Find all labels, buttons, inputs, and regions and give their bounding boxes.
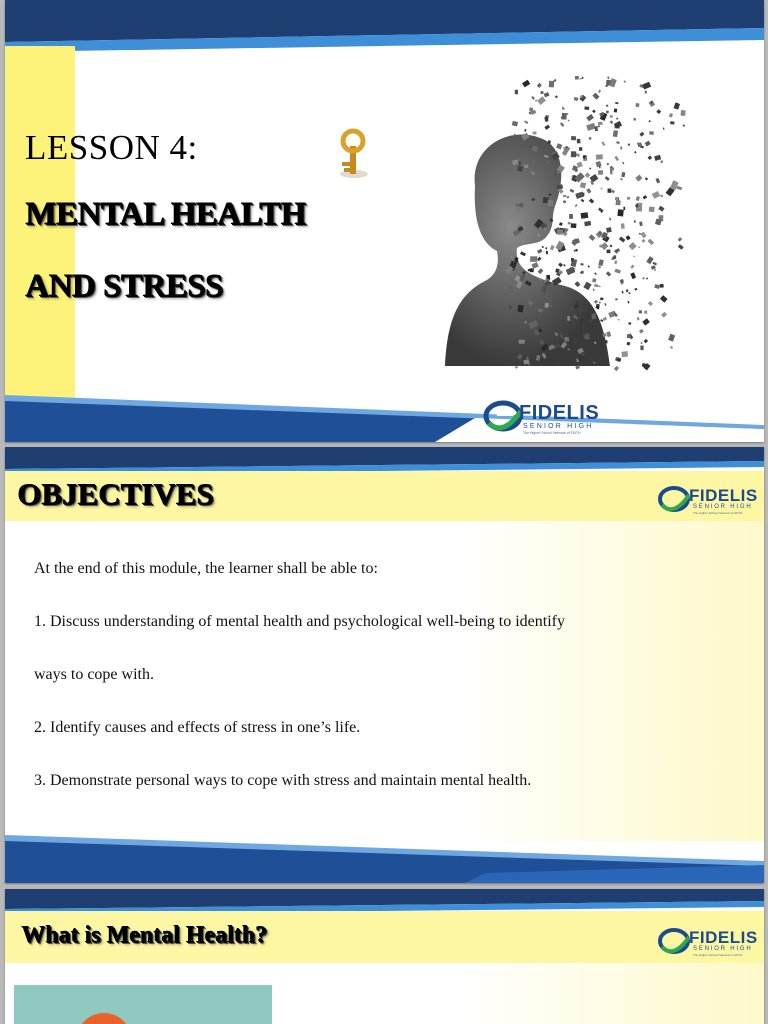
- head-particle: [557, 229, 563, 234]
- head-particle: [604, 356, 607, 358]
- head-particle: [564, 337, 569, 342]
- head-particle: [634, 288, 637, 291]
- head-particle: [669, 113, 673, 117]
- head-particle: [674, 102, 680, 109]
- head-particle: [579, 147, 583, 151]
- head-particle: [592, 314, 596, 320]
- objectives-intro: At the end of this module, the learner shall be able to:: [34, 560, 378, 577]
- head-particle: [575, 192, 584, 199]
- head-particle: [514, 257, 518, 262]
- logo-subtitle: SENIOR HIGH: [693, 504, 753, 510]
- head-particle: [537, 83, 542, 88]
- head-particle: [604, 340, 608, 344]
- head-particle: [572, 238, 580, 245]
- head-particle: [517, 305, 523, 313]
- head-particle: [571, 223, 577, 228]
- head-particle: [641, 342, 643, 344]
- head-particle: [620, 147, 622, 150]
- logo-swoosh-icon: [657, 483, 693, 515]
- head-particle: [598, 265, 602, 269]
- head-particle: [658, 206, 664, 212]
- head-particle: [648, 239, 655, 246]
- head-particle: [660, 195, 663, 197]
- head-particle: [614, 109, 618, 113]
- head-particle: [574, 97, 579, 101]
- head-particle: [606, 331, 611, 337]
- head-particle: [524, 120, 528, 124]
- head-particle: [607, 189, 611, 193]
- head-particle: [601, 242, 609, 250]
- top-band-decoration: [5, 0, 764, 56]
- logo-subtitle: SENIOR HIGH: [693, 946, 753, 952]
- head-particle: [580, 182, 586, 188]
- head-particle: [594, 284, 599, 287]
- head-particle: [600, 297, 604, 300]
- head-particle: [563, 195, 566, 197]
- head-particle: [640, 346, 643, 351]
- head-particle: [678, 237, 682, 241]
- head-particle: [576, 301, 578, 304]
- head-particle: [535, 100, 537, 102]
- logo-tagline: The Higher School Network of FAITH: [693, 953, 743, 957]
- head-particle: [584, 106, 589, 110]
- head-particle: [642, 239, 646, 243]
- head-particle: [585, 172, 591, 178]
- head-particle: [555, 95, 558, 98]
- head-particle: [648, 301, 653, 306]
- head-particle: [604, 303, 606, 306]
- head-particle: [660, 160, 663, 163]
- head-particle: [577, 139, 581, 144]
- head-particle: [571, 151, 576, 157]
- head-particle: [544, 125, 550, 130]
- head-particle: [587, 265, 590, 267]
- head-particle: [620, 178, 623, 181]
- head-particle: [589, 234, 596, 241]
- head-particle: [617, 209, 623, 216]
- head-particle: [581, 212, 589, 219]
- head-particle: [607, 163, 609, 165]
- head-particle: [639, 221, 642, 226]
- head-particle: [563, 264, 565, 266]
- head-particle: [594, 272, 597, 275]
- head-particle: [607, 250, 611, 254]
- head-particle: [597, 125, 600, 128]
- head-particle: [531, 96, 535, 100]
- head-particle: [575, 281, 581, 287]
- head-particle: [639, 329, 644, 334]
- head-particle: [637, 317, 639, 320]
- head-particle: [644, 339, 648, 343]
- head-particle: [642, 82, 651, 90]
- head-particle: [559, 222, 563, 226]
- head-particle: [619, 237, 626, 243]
- head-particle: [643, 195, 648, 199]
- head-particle: [524, 165, 528, 169]
- head-particle: [546, 251, 548, 254]
- head-particle: [622, 162, 624, 165]
- illustration-circle: [76, 1013, 132, 1024]
- head-particle: [537, 96, 546, 105]
- bottom-band-decoration: [5, 385, 764, 442]
- head-particle: [613, 130, 618, 137]
- head-particle: [607, 77, 609, 79]
- head-particle: [633, 255, 635, 257]
- head-particle: [548, 140, 551, 143]
- logo-swoosh-icon: [657, 925, 693, 957]
- head-particle: [623, 207, 625, 210]
- head-particle: [661, 312, 667, 318]
- head-particle: [614, 260, 617, 264]
- head-particle: [621, 172, 625, 177]
- head-particle: [594, 126, 598, 131]
- head-particle: [627, 334, 631, 338]
- head-particle: [605, 85, 607, 86]
- head-particle: [555, 333, 558, 336]
- head-particle: [545, 247, 548, 250]
- head-particle: [642, 318, 650, 325]
- head-particle: [584, 221, 591, 226]
- head-particle: [678, 244, 684, 250]
- head-particle: [549, 81, 554, 88]
- head-particle: [618, 319, 620, 321]
- head-particle: [644, 311, 647, 314]
- head-particle: [626, 342, 630, 346]
- head-particle: [616, 118, 618, 120]
- logo-tagline: The Higher School Network of FAITH: [693, 511, 743, 515]
- head-particle: [648, 120, 650, 122]
- head-particle: [575, 76, 579, 80]
- head-particle: [642, 277, 645, 280]
- head-particle: [531, 262, 538, 269]
- head-particle: [635, 175, 642, 182]
- head-particle: [542, 246, 544, 248]
- head-particle: [609, 78, 617, 87]
- dissolving-head-image: [415, 66, 695, 376]
- head-particle: [581, 199, 585, 202]
- head-particle: [627, 301, 629, 304]
- logo-subtitle: SENIOR HIGH: [523, 423, 594, 430]
- head-particle: [640, 232, 646, 239]
- head-particle: [550, 245, 555, 251]
- head-particle: [592, 110, 596, 114]
- head-particle: [634, 151, 636, 153]
- head-particle: [670, 121, 674, 124]
- head-particle: [638, 247, 640, 248]
- head-particle: [556, 143, 562, 149]
- head-particle: [598, 259, 604, 266]
- head-particle: [626, 289, 629, 292]
- head-particle: [616, 141, 619, 144]
- head-particle: [629, 242, 637, 250]
- head-particle: [651, 265, 656, 270]
- head-particle: [574, 204, 577, 207]
- head-particle: [586, 123, 596, 131]
- head-particle: [655, 178, 660, 183]
- head-particle: [530, 256, 537, 262]
- head-particle: [598, 170, 603, 175]
- head-particle: [635, 103, 639, 107]
- head-particle: [660, 295, 668, 303]
- objective-item-1: 1. Discuss understanding of mental health and psychological well-being to identify: [34, 613, 565, 630]
- illustration-image: [14, 985, 272, 1024]
- head-particle: [626, 235, 631, 240]
- head-particle: [682, 124, 685, 127]
- head-particle: [562, 108, 564, 110]
- head-particle: [645, 177, 648, 180]
- head-particle: [575, 249, 578, 252]
- head-particle: [543, 227, 546, 230]
- head-particle: [530, 268, 534, 272]
- head-particle: [615, 200, 620, 205]
- head-particle: [649, 100, 655, 107]
- title-line-1: MENTAL HEALTH: [25, 196, 306, 232]
- head-particle: [610, 115, 613, 118]
- head-particle: [594, 300, 598, 304]
- head-particle: [589, 198, 594, 203]
- logo-tagline: The Higher School Network of FAITH: [523, 431, 581, 435]
- head-particle: [600, 187, 602, 189]
- head-particle: [606, 111, 609, 114]
- fidelis-logo: [483, 395, 613, 439]
- head-particle: [636, 196, 640, 201]
- slide-objectives: [5, 447, 764, 883]
- head-particle: [566, 196, 569, 199]
- head-particle: [615, 102, 618, 104]
- head-particle: [639, 233, 641, 235]
- head-particle: [605, 176, 610, 181]
- head-particle: [582, 271, 584, 274]
- head-particle: [614, 366, 619, 371]
- head-particle: [592, 93, 599, 100]
- head-particle: [568, 120, 570, 122]
- head-particle: [649, 207, 655, 213]
- head-particle: [599, 166, 600, 168]
- head-particle: [544, 92, 550, 97]
- head-particle: [515, 90, 518, 95]
- head-particle: [654, 155, 661, 161]
- head-particle: [606, 105, 608, 107]
- head-particle: [610, 245, 613, 248]
- head-particle: [540, 91, 543, 94]
- head-particle: [579, 78, 581, 79]
- head-particle: [621, 291, 623, 294]
- slide-title: [5, 0, 764, 442]
- fidelis-logo: [657, 923, 764, 961]
- head-particle: [533, 131, 537, 134]
- head-particle: [621, 351, 628, 357]
- head-particle: [593, 289, 595, 292]
- head-particle: [522, 80, 530, 88]
- head-particle: [598, 122, 603, 125]
- head-particle: [601, 141, 605, 146]
- logo-name: FIDELIS: [689, 486, 758, 505]
- head-particle: [630, 265, 634, 269]
- head-particle: [512, 121, 518, 127]
- head-particle: [654, 269, 656, 271]
- head-particle: [586, 188, 591, 194]
- head-particle: [611, 190, 615, 194]
- head-particle: [610, 168, 614, 171]
- head-particle: [670, 346, 673, 349]
- head-particle: [656, 109, 661, 114]
- objective-item-3: 3. Demonstrate personal ways to cope with stress and maintain mental health.: [34, 772, 532, 789]
- head-particle: [570, 189, 575, 193]
- head-particle: [654, 284, 660, 289]
- lesson-label: LESSON 4:: [25, 128, 198, 167]
- head-particle: [520, 251, 526, 256]
- head-particle: [592, 278, 596, 282]
- head-particle: [560, 122, 565, 127]
- head-particle: [576, 153, 580, 157]
- head-particle: [568, 222, 571, 224]
- head-particle: [630, 272, 636, 279]
- key-icon: [332, 128, 372, 184]
- head-particle: [610, 170, 613, 174]
- bottom-band-decoration: [5, 835, 764, 883]
- title-line-2: AND STRESS: [25, 268, 223, 304]
- head-particle: [563, 200, 566, 203]
- head-particle: [606, 271, 611, 276]
- head-particle: [529, 108, 533, 111]
- head-particle: [588, 137, 591, 140]
- head-particle: [580, 263, 583, 266]
- logo-name: FIDELIS: [689, 928, 758, 947]
- head-particle: [519, 340, 525, 344]
- head-particle: [550, 305, 552, 306]
- head-particle: [639, 310, 642, 313]
- head-particle: [639, 132, 644, 137]
- head-particle: [599, 285, 601, 287]
- head-particle: [537, 249, 543, 254]
- head-particle: [663, 128, 665, 130]
- head-particle: [579, 95, 586, 102]
- head-particle: [633, 118, 636, 121]
- head-particle: [598, 208, 604, 213]
- head-particle: [606, 227, 612, 233]
- fidelis-logo: [657, 481, 764, 519]
- head-particle: [651, 101, 653, 103]
- head-particle: [628, 322, 631, 325]
- mental-health-heading: What is Mental Health?: [21, 922, 267, 948]
- head-particle: [545, 303, 549, 308]
- head-particle: [668, 334, 675, 342]
- slide-what-is-mental-health: [5, 889, 764, 1024]
- head-particle: [596, 154, 603, 159]
- head-particle: [524, 357, 526, 359]
- head-particle: [610, 121, 613, 124]
- head-particle: [524, 129, 526, 132]
- head-particle: [621, 223, 625, 229]
- head-particle: [600, 319, 603, 322]
- logo-name: FIDELIS: [519, 402, 600, 424]
- head-particle: [586, 114, 594, 121]
- head-particle: [567, 316, 570, 321]
- head-particle: [569, 214, 573, 219]
- head-particle: [614, 269, 620, 274]
- head-particle: [571, 136, 576, 140]
- head-particle: [599, 302, 601, 304]
- objective-item-2: 2. Identify causes and effects of stress in one’s life.: [34, 719, 361, 736]
- head-particle: [628, 292, 631, 294]
- head-particle: [645, 91, 647, 94]
- head-particle: [648, 156, 653, 161]
- head-particle: [571, 258, 574, 262]
- head-particle: [676, 186, 682, 190]
- head-particle: [596, 161, 602, 167]
- head-particle: [660, 284, 664, 288]
- head-particle: [620, 279, 624, 283]
- head-particle: [558, 263, 563, 268]
- head-particle: [609, 218, 611, 221]
- head-particle: [634, 220, 636, 222]
- head-particle: [598, 90, 601, 94]
- head-particle: [649, 131, 654, 135]
- head-particle: [537, 257, 542, 262]
- head-particle: [645, 141, 651, 147]
- head-particle: [652, 262, 657, 266]
- head-particle: [615, 298, 618, 300]
- head-particle: [628, 143, 631, 146]
- head-particle: [589, 167, 591, 169]
- objective-item-1-continued: ways to cope with.: [34, 666, 154, 683]
- head-particle: [614, 156, 619, 161]
- head-particle: [583, 282, 591, 291]
- head-particle: [627, 197, 631, 201]
- head-particle: [538, 268, 544, 274]
- head-particle: [646, 278, 648, 280]
- head-particle: [623, 80, 626, 83]
- head-particle: [652, 191, 660, 199]
- objectives-heading: OBJECTIVES: [17, 476, 214, 511]
- head-particle: [646, 256, 653, 264]
- head-particle: [515, 366, 518, 369]
